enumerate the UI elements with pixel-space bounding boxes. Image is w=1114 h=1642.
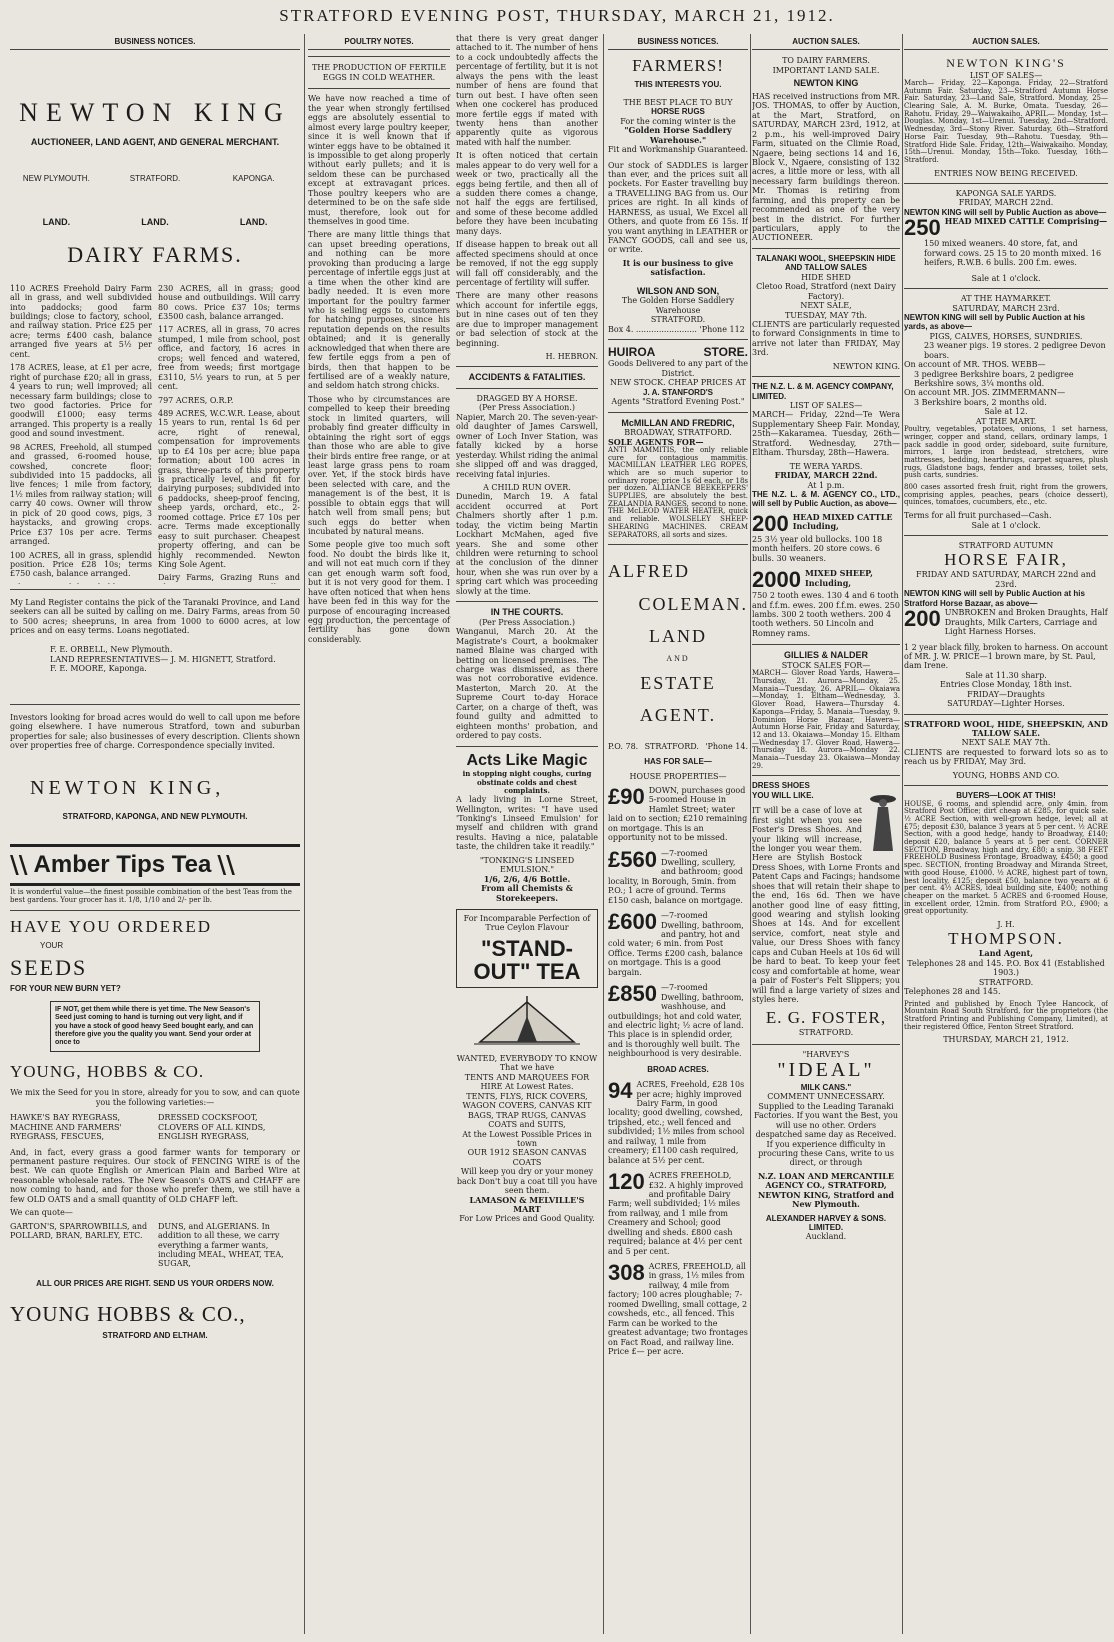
nk-sales-list: March— Friday, 22—Kaponga. Friday, 22—Stratford Autumn Fair. Saturday, 23—Stratford Autumn Horse Fair. Saturday, 23—Land Sale, Stratford. Monday, 25—Clearing Sale, A. M. Burke, Omata. Tuesday, 26—Rahotu. Friday, 29—Waiwakaiho. APRIL— Monday, 1st—Douglas. Monday, 1st—Urenui. Tuesday, 2nd—Stratford. Wednesday, 3rd—Stony River. Saturday, 6th—Stratford Horse Fair. Tuesday, 9th—Rahotu. Tuesday, 9th—Stratford Hide Sale. Friday, 12th—Waiwakaiho. Monday, 15th—Urenui. Monday, 15th—Toko. Tuesday, 16th—Stratford. [904,79,1108,164]
saturday-lighter: SATURDAY—Lighter Horses. [947,699,1065,709]
poultry-paragraph: There are many other reasons which account for infertile eggs, but in nine cases out of ten they are due to improper management or bad selection of stock at the beginning. [456,291,598,348]
nk-sell: NEWTON KING will sell by Public Auction at his Stratford Horse Bazaar, as above— [904,589,1085,608]
nk-sell: NEWTON KING will sell by Public Auction at his yards, as above— [904,312,1085,332]
mcmillan-items: ANTI MAMMITIS, the only reliable cure for contagious mammitis. MACMILLAN LEATHER LEG ROPES, which are so much superior to ordinary rope; price 1s 6d each, or 18s per dozen. ALLIANCE BEEKEEPERS' SUPPLIES, are absolutely the best. ZEALANDIA RANGES, second to none. THE McLEOD WATER HEATER, quick and reliable. WOLSELEY SHEEP-SHEARING MACHINES. CREAM SEPARATORS, all sorts and sizes. [608,445,748,539]
seed-variety-list: DRESSED COCKSFOOT, CLOVERS OF ALL KINDS, ENGLISH RYEGRASS, [158,1113,266,1142]
land-label: LAND. [239,217,268,228]
seed-varieties [10,1113,300,1141]
dairy-sale-text: HAS received instructions from MR. JOS. THOMAS, to offer by Auction, at the Mart, Stratford, on SATURDAY, MARCH 23rd, 1912, at 2 p.m., his well-improved Dairy Farm, situated on the Climie Road, Ngaere, being sections 14 and 16, Block V., Ngaere, consisting of 132 acres, a little more or less, with all necessary farm buildings thereon. Mr. Thomas is retiring from farming, and this property can be recommended as one of the very best in the district. For further particulars, apply to the AUCTIONEER. [752,91,900,243]
cattle-lot [904,217,1108,267]
alfred-coleman-ad [608,555,748,731]
supplied-text: Supplied to the Leading Taranaki Factories. If you want the Best, you will use no other. Orders despatched same day as Received. If you experience difficulty in procuring these Cans, write to us direct, or through [754,1101,898,1168]
wool-heading: STRATFORD WOOL, HIDE, SHEEPSKIN, AND TALLOW SALE. [904,718,1108,739]
lady-figure-icon [866,791,900,855]
property-listing [608,983,748,1059]
stand-out-tea-ad [456,909,598,988]
gillies-sub: STOCK SALES FOR— [781,660,871,670]
tent-line: At the Lowest Possible Prices in town [462,1129,592,1148]
land-register-text: My Land Register contains the pick of the Taranaki Province, and Land seekers can all be suited by calling on me. Dairy Farms, areas from 50 to 500 acres; sheepruns, in area from 1000 to 6000 acres, at low prices and on easy terms. Loans negotiated. [10,597,300,636]
column-rule [304,34,305,1634]
next-sale: NEXT SALE, [800,301,852,311]
mcmillan-sole: SOLE AGENTS FOR— [608,436,704,447]
young-hobbs-sign: YOUNG, HOBBS AND CO. [952,770,1060,780]
ad-word: ESTATE [640,672,716,693]
webb-list: 3 pedigree Berkshire boars, 2 pedigree Berkshire sows, 3¼ months old. [914,369,1074,389]
dress-text: IT will be a case of love at first sight when you see Foster's Dress Shoes. And your liking will increase, the longer you wear them. Here are Stylish Bostock Dress Shoes, with Lorne Fronts and Patent Caps and Facings; handsome shoes that will retain their shape to the end, 16s 6d. Then we have another good line of easy fitting, good wearing and stylish looking Shoes at 14s. And for excellent service, comfort, neat style and value, our Dress Shoes with fancy caps and Cuban Heels at 10s 6d will be hard to beat. To keep your feet cosy and comfortable at home, wear a pair of Foster's Felt Slippers; you will find a large variety of sizes and styles here. [752,806,900,1004]
entries-close: Entries Close Monday, 18th inst. [939,680,1073,690]
tent-illustration-icon [472,994,582,1048]
acre-listing [608,1262,748,1356]
poultry-paragraph: We have now reached a time of the year when strongly fertilised eggs are absolutely essential to almost every large poultry keeper, since it is well known that if winter eggs have to be obtained it is impossible to get along properly without early pullets; and it is seldom these can be purchased except at extravagant prices. Those poultry keepers who are determined to be on the safe side must, therefore, look out for themselves in good time. [308,94,450,226]
ad-word: LAND [649,626,707,647]
march-sales: MARCH— Friday, 22nd—Te Wera Supplementary Sheep Fair. Monday, 25th—Kakaramea. Tuesday, 26th—Stratford. Wednesday, 27th—Eltham. Thursday, 28th—Hawera. [752,410,900,458]
saddles-text: Our stock of SADDLES is larger than ever, and the prices suit all pockets. For Easter travelling buy a TRAVELLING BAG from us. Our prices are right. In all kinds of HARNESS, as usual, We Excel all Others, and quote from £6 15s. If you want anything in LEATHER or FANCY GOODS, call and see us, or write. [608,160,748,255]
lot-number: 200 [752,510,789,536]
lot-heading: HEAD MIXED CATTLE Comprising— [944,216,1108,227]
thompson-telephone-2: Telephones 28 and 145. [904,987,1001,997]
land-label: LAND. [141,217,169,228]
coleman-forsale: HAS FOR SALE— [644,757,712,767]
rugs-line: For the coming winter is the [620,116,736,126]
acre-text: ACRES, FREEHOLD, all in grass, 1½ miles from railway, 4 mile from factory; 100 acres ploughable; 7-roomed Dwelling, small cottage, 2 cowsheds, etc., all fenced. This Farm can be worked to the greatest advantage; two frontages on Fact Road, and railway line. Price £— per acre. [608,1262,748,1356]
seeds-your: YOUR [40,941,64,951]
ideal-heading: "IDEAL" [777,1059,875,1082]
lot-list: 150 mixed weaners. 40 store, fat, and forward cows. 25 15 to 20 month mixed. 16 heifers, R.W.B. 6 bulls. 200 f.m. ewes. [924,239,1102,268]
horse-fair-dates: FRIDAY AND SATURDAY, MARCH 22nd and 23rd. [916,570,1096,589]
column-rule [750,34,751,1634]
seeds-sub: FOR YOUR NEW BURN YET? [10,983,121,993]
gillies-heading: GILLIES & NALDER [783,650,868,661]
horse-extra: 1 2 year black filly, broken to harness. On account of MR. J. W. PRICE—1 brown mare, by St. Paul, dam Irene. [904,642,1108,671]
column-poultry-notes [308,34,598,1634]
coleman-phone: 'Phone 14. [705,741,748,751]
newton-king-role: AUCTIONEER, LAND AGENT, AND GENERAL MERCHANT. [30,137,280,148]
satisfaction-line: It is our business to give satisfaction. [622,257,734,278]
magic-text: A lady living in Lorne Street, Wellington, writes: "I have used 'Tonking's Linseed Emulsion' for myself and children with grand results. Having a nice, palatable taste, the children take it readily." [456,795,598,852]
farm-listing: 100 ACRES, all in grass, splendid position. Price £28 10s; terms £750 cash, balance arranged. [10,550,152,579]
prices-footer: ALL OUR PRICES ARE RIGHT. SEND US YOUR ORDERS NOW. [36,1278,274,1288]
goods-text: DUNS, and ALGERIANS. In addition to all these, we carry everything a farmer wants, including MEAL, WHEAT, TEA, SUGAR, [158,1221,284,1269]
thompson-heading: THOMPSON. [948,929,1064,949]
coleman-town: STRATFORD. [644,741,699,751]
thompson-initials: J. H. [997,919,1015,929]
magic-sub: in stopping night coughs, curing obstinate colds and chest complaints. [462,769,592,795]
fruit-text: 800 cases assorted fresh fruit, right from the growers, comprising apples, peaches, pears (choice dessert), quinces, tomatoes, cucumbers, etc., etc. [904,483,1108,507]
accident-byline: (Per Press Association.) [479,403,575,413]
property-listing [608,846,748,906]
tewera-date: FRIDAY, MARCH 22nd. [774,470,878,481]
representative: F. E. MOORE, Kaponga. [50,664,147,674]
masthead: STRATFORD EVENING POST, THURSDAY, MARCH 21, 1912. [279,6,835,25]
young-hobbs-place: STRATFORD AND ELTHAM. [102,1331,208,1341]
imprint-text: Printed and published by Enoch Tylee Hancock, of Mountain Road South Stratford, for the proprietors (the Stratford Printing and Publishing Company, Limited), at their registered Office, Fenton Street Stratford. [904,999,1108,1031]
poultry-paragraph: Those who by circumstances are compelled to keep their breeding stock in limited quarters, will probably find greater difficulty in obtaining the right sort of eggs than those who are able to give their birds entire free range, or at least large grass pens to roam over. Yet, if the stock birds have been selected with care, and the management is of the best, it is possible to obtain eggs that will hatch well from small pens; but such eggs do better when incubated by natural means. [308,394,450,536]
column-business-notices [10,34,300,1634]
farm-listing: Dairy Farms, Grazing Runs and [158,573,300,583]
haymarket-heading: AT THE HAYMARKET. [960,294,1052,304]
hide-shed: HIDE SHED [801,272,851,282]
haymarket-date: SATURDAY, MARCH 23rd. [952,303,1060,313]
mart-text: Poultry, vegetables, potatoes, onions, 1 set harness, wringer, copper and stand, cellars, ordinary lamps, 1 pack saddle in good order, sideboard, suite furniture, mirrors, 1 large iron bedstead, stretchers, wire mattresses, bedding, hearthrugs, carpet squares, plush rugs, Gladstone bags, fender and brasses, toilet sets, push carts, sundries. [904,425,1108,480]
town-label: NEW PLYMOUTH. [22,173,90,183]
farmers-heading: FARMERS! [632,56,724,76]
ad-word: ALFRED [608,561,691,582]
land-representatives [10,645,300,673]
acre-listing [608,1080,748,1165]
investors-text: Investors looking for broad acres would do well to call upon me before going elsewhere. I have numerous Stratford, town and suburban properties for sale; also businesses of every description. Clients shown over properties free of charge. Correspondence specially invited. [10,712,300,751]
imprint-date: THURSDAY, MARCH 21, 1912. [943,1035,1069,1045]
nzlm-heading: THE N.Z. L. & M. AGENCY COMPANY, LIMITED. [752,382,894,401]
mcmillan-address: BROADWAY, STRATFORD. [624,428,732,438]
tea-brand: Amber Tips Tea [33,850,212,878]
tent-line: TENTS, FLYS, RICK COVERS, WAGON COVERS, CANVAS KIT BAGS, TRAP RUGS, CANVAS COATS and SUITS, [462,1091,592,1130]
coleman-po: P.O. 78. [608,741,639,751]
mart-heading: AT THE MART. [975,416,1037,426]
column-rule [902,34,903,1634]
newton-king-towns: STRATFORD, KAPONGA, AND NEW PLYMOUTH. [62,812,248,822]
sale-time: Sale at 1 o'clock. [971,520,1041,530]
stand-out-brand: "STAND-OUT" TEA [473,935,581,984]
section-header: AUCTION SALES. [752,34,900,50]
zimm-heading: On account MR. JOS. ZIMMERMANN— [904,388,1066,398]
harvey-label: "HARVEY'S [802,1049,850,1059]
comment-line: COMMENT UNNECESSARY. [767,1092,885,1102]
tewera-heading: TE WERA YARDS. [789,461,863,471]
auckland: Auckland. [805,1232,847,1242]
buyers-heading: BUYERS—LOOK AT THIS! [956,791,1056,801]
tent-heading: WANTED, EVERYBODY TO KNOW [456,1054,598,1064]
huiroa-delivery: Goods Delivered to any part of the District. [608,359,748,378]
property-listing [608,911,748,977]
dress-like: YOU WILL LIKE. [752,790,814,800]
list-sales: LIST OF SALES— [789,401,863,411]
talanaki-heading: TALANAKI WOOL, SHEEPSKIN HIDE AND TALLOW SALES [756,253,896,273]
rugs-line: "Golden Horse Saddlery Warehouse." [624,125,732,145]
horse-fair-heading: HORSE FAIR, [944,550,1068,570]
poultry-subhead: THE PRODUCTION OF FERTILE EGGS IN COLD WEATHER. [311,63,447,82]
broad-acres-heading: BROAD ACRES. [647,1064,709,1074]
sale-time: Sale at 1 o'clock. [971,273,1041,283]
wool-date: NEXT SALE MAY 7th. [961,738,1051,748]
property-price: £600 [608,909,657,935]
poultry-paragraph: Some people give too much soft food. No doubt the birds like it, and will not eat much corn if they can get enough warm soft food, but it is not very good for them. I have often noticed that when hens have been fed in this way for the purpose of encouraging increased egg production, the percentage of fertility has gone down considerably. [308,540,450,644]
thompson-town: STRATFORD. [978,977,1034,987]
nk-sell: NEWTON KING will sell by Public Auction as above— [904,207,1107,217]
entries-line: ENTRIES NOW BEING RECEIVED. [934,168,1078,178]
newton-king-heading: NEWTON KING [19,98,291,128]
wilson-heading: WILSON AND SON, [636,285,720,296]
tewera-time: At 1 p.m. [807,480,845,490]
representative: F. E. ORBELL, New Plymouth. [50,645,173,655]
property-text: DOWN, purchases good 5-roomed House in Hamlet Street; water laid on to section; £210 remaining on mortgage. This is an opportunity not to be missed. [608,785,748,843]
interests-sub: THIS INTERESTS YOU. [634,80,722,90]
huiroa-word: HUIROA [608,345,656,360]
acre-number: 94 [608,1078,633,1104]
magic-brand: "TONKING'S LINSEED EMULSION." [479,855,575,875]
foster-heading: E. G. FOSTER, [765,1008,887,1028]
acre-text: ACRES, Freehold, £28 10s per acre; highly improved Dairy Farm, in good locality; good dwelling, cowshed, tripshed, etc.; well fenced and subdivided; 1½ miles from school and railway, 1 mile from creamery; £1100 cash required, balance at 5½ per cent. [608,1080,745,1165]
wilson-box: Box 4. ........................ 'Phone 112 [608,324,745,334]
lot-list: 25 3½ year old bullocks. 100 18 month heifers. 20 store cows. 6 bulls. 30 weaners. [752,534,883,563]
property-text: —7-roomed Dwelling, bathroom, and pantry, hot and cold water; 6 min. from Post Office. Terms £200 cash, balance on mortgage. This is a good bargain. [608,911,744,977]
friday-draughts: FRIDAY—Draughts [967,689,1045,699]
courts-header: IN THE COURTS. [490,607,564,618]
nzlm-sell: THE N.Z. L. & M. AGENCY CO., LTD., will sell by Public Auction, as above— [752,489,900,509]
cattle-lot [752,510,900,563]
nk-list-sub: LIST OF SALES— [969,70,1043,80]
young-hobbs-quote: We can quote— [10,1208,73,1218]
section-header: POULTRY NOTES. [308,34,450,50]
tea-description: It is wonderful value—the finest possible combination of the best Teas from the best gardens. Your grocer has it. 1/8, 1/10 and 2/- per lb. [10,887,292,904]
hide-address: Cletoo Road, Stratford (next Dairy Factory). [756,282,896,301]
huiroa-word: STORE. [703,345,748,360]
farm-listing: 797 ACRES, O.R.P. [158,395,234,405]
lot-list: 750 2 tooth ewes. 130 4 and 6 tooth and f.f.m. ewes. 200 f.f.m. ewes. 250 lambs. 300 2 tooth wethers. 200 4 tooth wethers. 50 Lincoln and Romney rams. [752,591,900,638]
rugs-line: HORSE RUGS [651,107,705,117]
terms-line: Terms for all fruit purchased—Cash. [904,511,1052,521]
goods-list [10,1222,300,1269]
young-hobbs-intro: We mix the Seed for you in store, already for you to sow, and can quote you the following varieties:— [10,1088,300,1107]
accident-title: A CHILD RUN OVER. [483,482,571,492]
column-auction-sales-2 [904,34,1108,1634]
double-slash-icon: \\ [10,849,28,879]
poultry-paragraph: There are many little things that can upset breeding operations, and nothing can be more provoking than producing a large percentage of infertile eggs just at a time when the other kind are badly needed. It is even more important for the poultry farmer who is selling eggs to customers for hatching purposes, since his reputation depends on the results obtained; and it is generally acknowledged that when there are few fertile eggs from a pen of birds, then that happen to be fertilised are of a weakly nature, and seldom hatch strong chicks. [308,230,450,391]
farm-listing: 230 ACRES, all in grass; good house and outbuildings. Will carry 80 cows. Price £37 10s; terms £3500 cash, balance arranged. [158,283,300,322]
wilson-town: STRATFORD. [650,315,706,325]
clients-sign: NEWTON KING. [832,361,900,371]
land-agent: Land Agent, [978,948,1034,959]
tent-line: OUR 1912 SEASON CANVAS COATS [467,1148,587,1167]
section-header: AUCTION SALES. [904,34,1108,50]
farm-listing: 489 ACRES, W.C.W.R. Lease, about 15 years to run, rental 1s 6d per acre, right of renewal, compensation for improvements up to £4 10s per acre; blue papa formation; about 100 acres in grass, three-parts of this property is practically level, and fit for dairying purposes; subdivided into 6 paddocks, sheep-proof fencing, sheep yards, orchard, etc., 2-roomed cottage. Price £7 10s per acre. Terms made exceptionally easy to suit purchaser. Cheapest property offering, and can be highly recommended. Newton King Sole Agent. [158,408,300,569]
seeds-heading: HAVE YOU ORDERED [10,917,212,937]
poultry-paragraph: that there is very great danger attached to it. The number of hens to a cock undoubtedly affects the percentage of fertility, but it is not always the pens with the least number of hens are found that turn out best. I have often seen when one cockerel has produced more fertile eggs if mated with twenty hens than another apparently quite as vigorous mated with half the number. [456,34,598,147]
lot-heading: UNBROKEN and Broken Draughts, Half Draughts, Milk Carters, Carriage and Light Harness Horses. [944,608,1108,637]
ad-word: AND [666,654,690,664]
goods-text: GARTON'S, SPARROWBILLS, and POLLARD, BRAN, BARLEY, ETC. [10,1221,148,1241]
nzlm-agency: N.Z. LOAN AND MERCANTILE AGENCY CO., STRATFORD, NEWTON KING, Stratford and New Plymouth. [757,1170,895,1210]
stand-out-tagline: For Incomparable Perfection of True Ceylon Flavour [463,913,591,933]
foster-town: STRATFORD. [798,1028,854,1038]
sale-time: Sale at 12. [984,407,1028,417]
town-label: STRATFORD. [129,173,181,183]
newton-king-towns [10,174,300,183]
lot-heading: MIXED SHEEP, Including, [804,568,873,588]
milk-cans: MILK CANS." [800,1082,852,1092]
tent-line: Will keep you dry or your money back Don't buy a coat till you have seen them. [456,1167,598,1196]
ad-word: COLEMAN. [638,593,748,614]
acre-number: 308 [608,1260,645,1286]
pigs-list: 23 weaner pigs. 19 stores. 2 pedigree Devon boars. [924,341,1106,360]
thompson-telephone: Telephones 28 and 145. P.O. Box 41 (Established 1903.) [907,958,1105,978]
dairy-farms-heading: DAIRY FARMS. [67,241,243,267]
accident-text: Dunedin, March 19. A fatal accident occurred at Port Chalmers shortly after 1 p.m. today, the victim being Martin Lockhart McMahen, aged five years. She and some other children were returning to school at the conclusion of the dinner hour, when she was run over by a spring cart which was proceeding slowly at the time. [456,492,598,596]
mcmillan-heading: McMILLAN AND FREDRIC, [621,417,735,428]
column-business-notices-2 [608,34,748,1634]
acre-listing [608,1171,748,1256]
autumn-sub: STRATFORD AUTUMN [958,540,1054,550]
magic-heading: Acts Like Magic [466,751,588,769]
section-header: BUSINESS NOTICES. [608,34,748,50]
young-hobbs-text: And, in fact, every grass a good farmer wants for temporary or permanent pasture requires. Our stock of FENCING WIRE is of the best. We can quote English or American Plain and Barbed Wire at reasonable wholesale rates. The New Season's OATS and CHAFF are now coming to hand, and for those who prefer them, we still have a few OLD OATS and a small quantity of OLD CHAFF left. [10,1147,300,1204]
young-hobbs-heading: YOUNG HOBBS & CO., [10,1302,246,1327]
tent-foot: For Low Prices and Good Quality. [459,1214,595,1224]
seeds-word: SEEDS [10,954,88,980]
acre-text: ACRES FREEHOLD, £32. A highly improved and profitable Dairy Farm; well subdivided; 1½ miles from railway, and 1 mile from Creamery and School; good dwelling and sheds. £800 cash required; balance at 4½ per cent and 5 per cent. [608,1171,744,1256]
column-auction-sales [752,34,900,1634]
farm-listing: 110 ACRES Freehold Dairy Farm all in grass, and well subdivided into paddocks; good farm buildings; close to factory, school, and railway station. Price £25 per acre; terms £400 cash, balance arranged five years at 5½ per cent. [10,283,152,359]
clients-text: CLIENTS are requested to forward lots so as to reach us by FRIDAY, May 3rd. [904,747,1108,767]
huiroa-agent: Agents "Stratford Evening Post." [611,397,745,407]
seed-variety-list: HAWKE'S BAY RYEGRASS, MACHINE AND FARMERS' RYEGRASS, FESCUES, [10,1113,122,1142]
courts-byline: (Per Press Association.) [479,617,575,627]
harvey-sons: ALEXANDER HARVEY & SONS. LIMITED. [765,1213,887,1233]
dairy-to: TO DAIRY FARMERS. [782,56,870,66]
poultry-left [308,34,450,648]
lot-number: 200 [904,606,941,632]
property-listing [608,783,748,843]
seeds-notice-box: IF NOT, get them while there is yet time. The New Season's Seed just coming to hand is turning out very light, and if you have a stock of good heavy Seed bought early, and can therefore give you the quality you want. Send your order at once to [50,1001,260,1052]
lot-number: 250 [904,215,941,241]
ad-word: AGENT. [639,705,717,726]
property-text: —7-roomed Dwelling, scullery, and bathroom; good locality, in Borough, 5min. from P.O.; 1 acre of ground. Terms £150 cash, balance on mortgage. [608,848,743,905]
property-price: £850 [608,981,657,1007]
land-label: LAND. [42,217,71,228]
property-text: —7-roomed Dwelling, bathroom, washhouse, and outbuildings; hot and cold water, and electric light; ½ acre of land. This place is in splendid order, and is thoroughly well built. The neighbourhood is very desirable. [608,983,744,1059]
kaponga-date: FRIDAY, MARCH 22nd. [958,198,1054,208]
column-rule [603,34,604,1634]
webb-heading: On account of MR. THOS. WEBB— [904,360,1046,370]
rugs-line: Fit and Workmanship Guaranteed. [608,145,748,155]
gillies-list: MARCH— Glover Road Yards, Hawera—Thursday, 21. Aurora—Monday, 25. Manaia—Tuesday, 26. APRIL— Okaiawa—Monday, 1. Eltham—Wednesday, 3. Glover Road, Hawera—Thursday 4. Kaponga—Friday, 5. Manaia—Tuesday, 9. Dominion Horse Bazaar, Hawera—Autumn Horse Fair, Friday and Saturday, 12 and 13. Okaiawa—Monday 15. Eltham—Wednesday 17. Glover Road, Hawera—Thursday 18. Aurora—Monday 22. Manaia—Tuesday 23. Okaiawa—Monday 29. [752,669,900,770]
huiroa-owner: J. A. STANFORD'S [643,387,713,397]
accidents-header: ACCIDENTS & FATALITIES. [468,372,586,383]
dress-shoes-heading: DRESS SHOES [752,781,810,791]
huiroa-heading [608,345,748,359]
town-label: KAPONGA. [232,173,275,183]
tent-firm: LAMASON & MELVILLE'S MART [469,1194,585,1215]
huiroa-stock: NEW STOCK. CHEAP PRICES AT [609,378,747,388]
courts-text: Wanganui, March 20. At the Magistrate's Court, a bookmaker named Blaine was charged with betting on licensed premises. The charge was dismissed, as there was not corroborative evidence. Masterton, March 20. At the Supreme Court to-day Horace Carter, on a charge of theft, was found guilty and admitted to eighteen months' probation, and ordered to pay costs. [456,627,598,741]
land-row [10,217,300,228]
horse-lot [904,608,1108,636]
tent-have: That we have [499,1063,555,1073]
buyers-list: HOUSE, 6 rooms, and splendid acre, only 4min. from Stratford Post Office; dirt cheap at £285, for quick sale. ½ ACRE Section, with well-grown hedge, level; all at £75; deposit £30, balance 3 years at 5 per cent. ½ ACRE Section, with a good hedge, handy to Broadway, £140; deposit £20, balance 5 years at 5 per cent. CORNER SECTION, Broadway, high and dry, £80; a snip. 38 FEET FREEHOLD Business Frontage, Broadway, £450; a good spec. SECTION, fronting Broadway and Miranda Street, with good House, £1000. ½ ACRE, highest part of town, best locality, £125; deposit £50, balance two years at 6 per cent. 4½ ACRES, ideal building site, £400; nothing cheaper on the market. 5 ACRES and 6-roomed House, in excellent order, 12min. from Stratford P.O., £900; a great opportunity. [904,799,1108,916]
next-sale-date: TUESDAY, MAY 7th. [784,310,868,320]
farm-listing [10,583,152,584]
rugs-line: THE BEST PLACE TO BUY [623,97,733,107]
clients-text: CLIENTS are particularly requested to forward Consignments in time to arrive not later than FRIDAY, May 3rd. [752,319,900,358]
pigs-heading: PIGS, CALVES, HORSES, SUNDRIES. [929,331,1083,341]
tent-line: TENTS AND MARQUEES FOR HIRE At Lowest Rates. [464,1072,590,1092]
nk-list-title: NEWTON KING'S [946,56,1066,71]
acre-number: 120 [608,1169,645,1195]
dairy-important: IMPORTANT LAND SALE. [772,65,880,75]
poultry-paragraph: If disease happen to break out all affected specimens should at once be removed, if not the egg supply will fall off considerably, and the percentage of fertility will suffer. [456,240,598,287]
wilson-sub: The Golden Horse Saddlery Warehouse [621,296,735,315]
sheep-lot [752,569,900,638]
young-hobbs-heading: YOUNG, HOBBS & CO. [10,1062,205,1082]
farm-listing: 117 ACRES, all in grass, 70 acres stumped, 1 mile from school, post office, and factory, 16 acres in crops; well fenced and watered, free from weeds; first mortgage £3110, 5½ years to run, at 5 per cent. [158,325,300,392]
magic-price: 1/6, 2/6, 4/6 Bottle. [483,873,571,884]
amber-tips-tea-ad [10,844,300,886]
lot-number: 2000 [752,567,801,593]
poultry-paragraph: It is often noticed that certain males appear to do very well for a week or two, practically all the eggs being fertile, and then all of a sudden there comes a change, not half the eggs are fertilised, and some of these become addled before they have been incubating many days. [456,151,598,236]
section-header: BUSINESS NOTICES. [10,34,300,50]
newton-king-label: NEWTON KING [793,78,859,89]
magic-from: From all Chemists & Storekeepers. [481,883,573,903]
poultry-signature: H. HEBRON. [545,352,598,361]
property-price: £560 [608,846,657,872]
kaponga-heading: KAPONGA SALE YARDS. [955,189,1057,199]
sale-time: Sale at 11.30 sharp. [965,670,1047,680]
representative: LAND REPRESENTATIVES— J. M. HIGNETT, Stratford. [50,654,276,664]
double-slash-icon: \\ [217,849,235,879]
poultry-right [456,34,598,1224]
newton-king-heading: NEWTON KING, [30,776,225,799]
farm-listing: 178 ACRES, lease, at £1 per acre, right of purchase £20; all in grass, 4 years to run; well improved; all necessary farm buildings; close to two good factories. Price for goodwill £1000; easy terms arranged. This property is a really good and sound investment. [10,363,152,439]
farm-listings [10,284,300,584]
farm-listing: 98 ACRES, Freehold, all stumped and grassed, 6-roomed house, cowshed, concrete floor; subdivided into 15 paddocks, all live fences; 1 mile from factory, 1½ miles from railway station; will carry 40 cows. Owner will throw in pick of 20 good cows, pigs, 3 haystacks, and growing crops. Price £37 10s per acre. Terms arranged. [10,442,152,547]
zimm-list: 3 Berkshire boars, 2 months old. [914,397,1047,407]
property-price: £90 [608,783,645,809]
accident-text: Napier, March 20. The seven-year-old daughter of James Carswell, owner of Loch Inver Station, was fatally kicked by a horse yesterday. Whilst riding the animal she slipped off and was dragged, receiving fatal injuries. [456,412,598,479]
coleman-contact [608,742,748,751]
accident-title: DRAGGED BY A HORSE. [476,394,578,404]
lot-heading: HEAD MIXED CATTLE Including, [792,511,893,532]
coleman-house: HOUSE PROPERTIES— [629,772,727,782]
